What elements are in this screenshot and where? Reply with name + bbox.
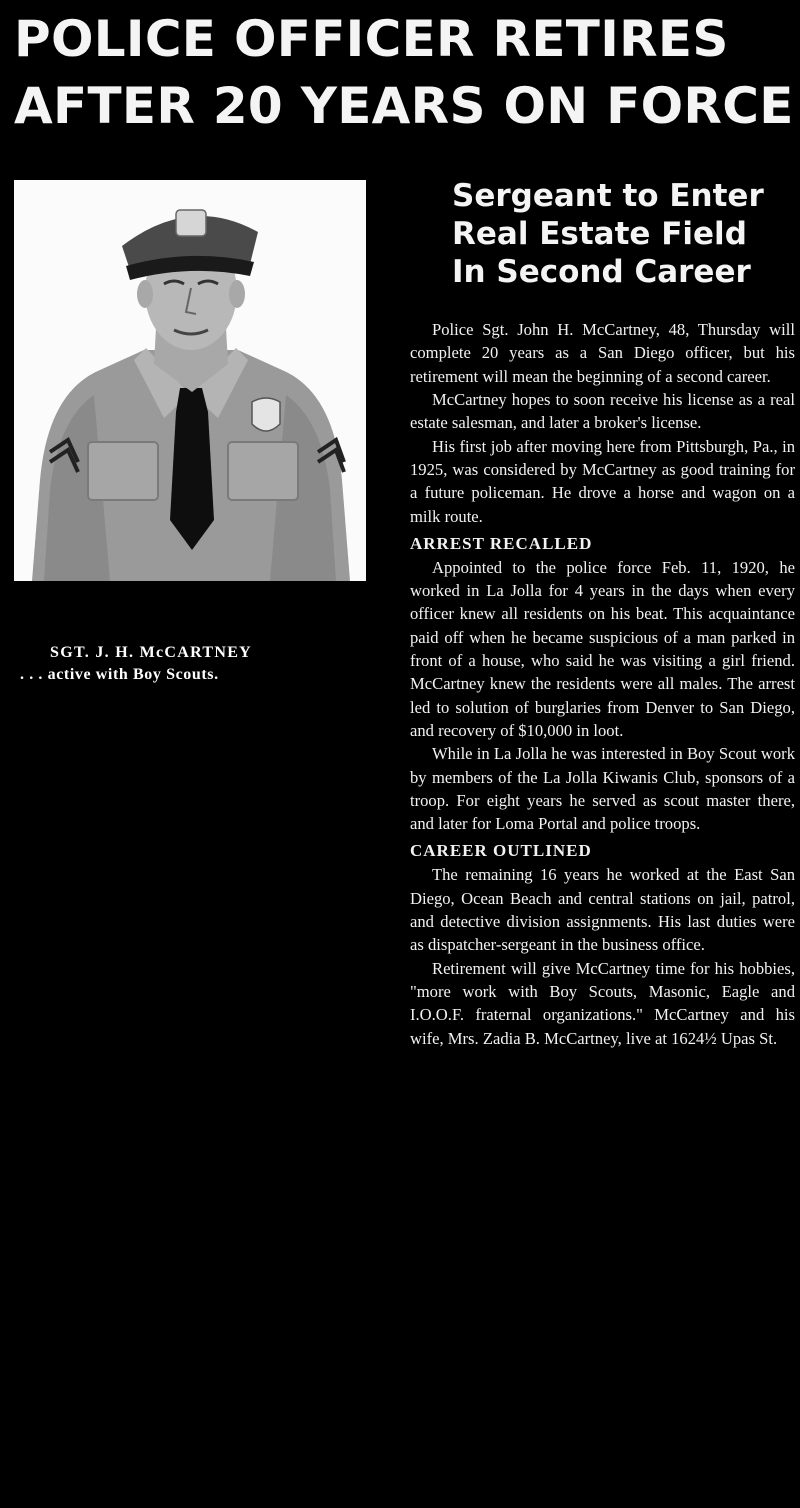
paragraph: Appointed to the police force Feb. 11, 1920, he worked in La Jolla for 4 years in the days when every officer knew all residents on his beat. This acquaintance paid off when he became suspicious of a man parked in front of a house, who said he was visiting a girl friend. McCartney knew the residents were all males. The arrest led to solution of burglaries from Denver to San Diego, and recovery of $10,000 in loot. <box>410 557 795 740</box>
section-heading: ARREST RECALLED <box>410 533 593 553</box>
photo-caption <box>14 642 366 687</box>
officer-photo <box>14 180 366 581</box>
subheadline-line-3: In Second Career <box>452 253 751 290</box>
headline-line-1: POLICE OFFICER RETIRES <box>14 10 729 68</box>
subheadline-line-2: Real Estate Field <box>452 215 747 252</box>
caption-subtitle: . . . active with Boy Scouts. <box>20 666 219 684</box>
article-body <box>410 318 795 1050</box>
paragraph: The remaining 16 years he worked at the East San Diego, Ocean Beach and central stations on jail, patrol, and detective division assignments. His last duties were as dispatcher-sergeant in the business office. <box>410 865 795 955</box>
paragraph: Police Sgt. John H. McCartney, 48, Thursday will complete 20 years as a San Diego officer, but his retirement will mean the beginning of a second career. <box>410 320 795 386</box>
subheadline-line-1: Sergeant to Enter <box>452 178 764 214</box>
paragraph: His first job after moving here from Pittsburgh, Pa., in 1925, was considered by McCartney as good training for a future policeman. He drove a horse and wagon on a milk route. <box>410 436 795 526</box>
headline-line-2: AFTER 20 YEARS ON FORCE <box>14 77 794 135</box>
paragraph: Retirement will give McCartney time for his hobbies, "more work with Boy Scouts, Masonic, Eagle and I.O.O.F. fraternal organizations." McCartney and his wife, Mrs. Zadia B. McCartney, live at 1624½ Upas St. <box>410 958 795 1048</box>
paragraph: While in La Jolla he was interested in Boy Scout work by members of the La Jolla Kiwanis Club, sponsors of a troop. For eight years he served as scout master there, and later for Loma Portal and police troops. <box>410 744 795 834</box>
subheadline <box>452 178 792 291</box>
headline <box>14 6 800 140</box>
section-heading: CAREER OUTLINED <box>410 841 592 861</box>
paragraph: McCartney hopes to soon receive his license as a real estate salesman, and later a broker's license. <box>410 389 795 433</box>
caption-name: SGT. J. H. McCARTNEY <box>50 644 253 661</box>
